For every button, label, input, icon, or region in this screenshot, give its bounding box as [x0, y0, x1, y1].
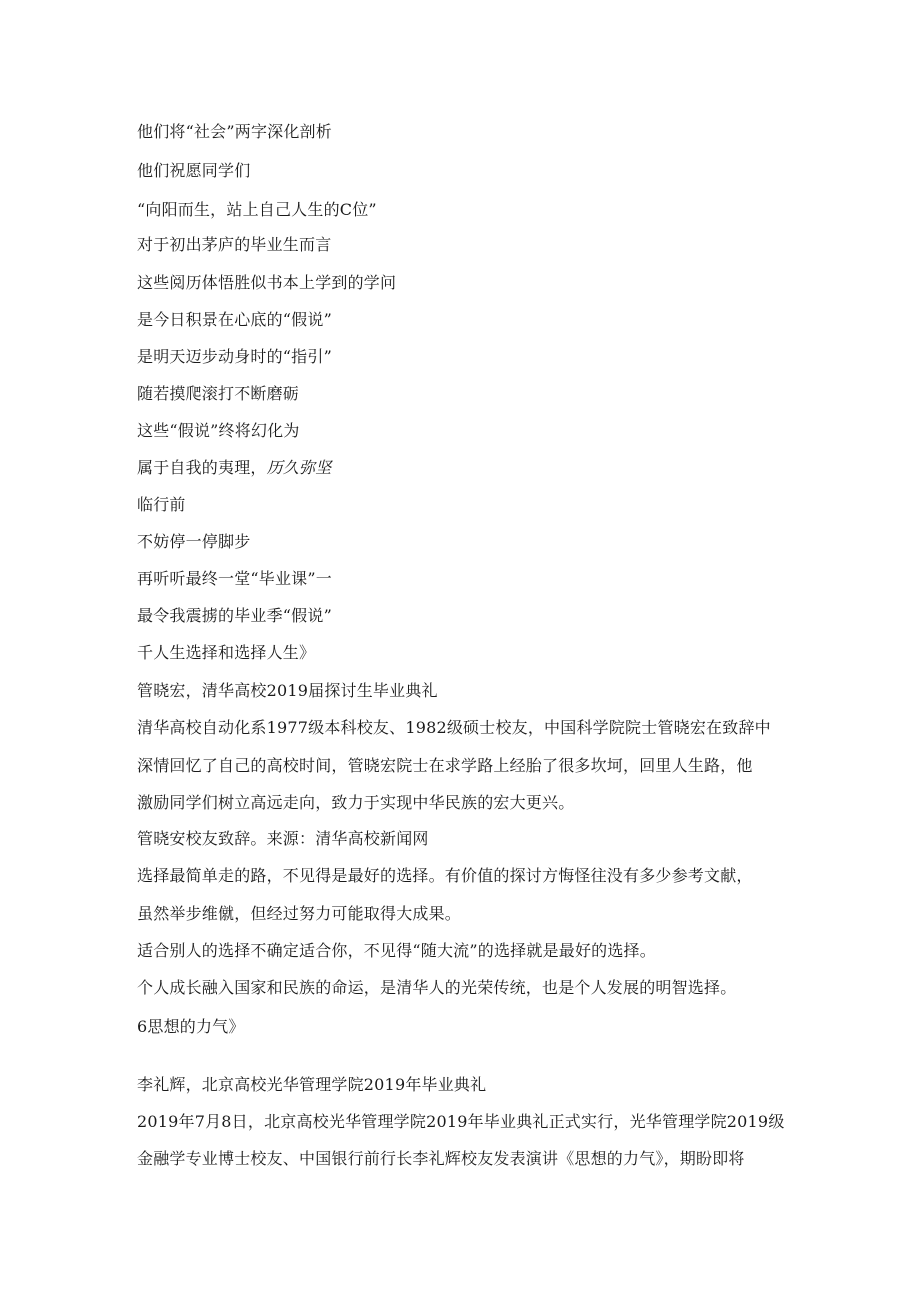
- text-line: “向阳而生，站上自己人生的C位”: [137, 200, 377, 219]
- text-line: 这些阅历体悟胜似书本上学到的学问: [137, 273, 397, 292]
- text-segment: 属于自我的夷理，: [137, 458, 267, 477]
- text-line: 个人成长融入国家和民族的命运，是清华人的光荣传统，也是个人发展的明智选择。: [137, 978, 737, 997]
- text-line: 李礼辉，北京高校光华管理学院2019年毕业典礼: [137, 1075, 487, 1094]
- text-line: 对于初出茅庐的毕业生而言: [137, 235, 332, 254]
- section-heading: 6思想的力气》: [137, 1017, 245, 1036]
- text-line: 不妨停一停脚步: [137, 532, 251, 551]
- text-line: 适合别人的选择不确定适合你，不见得“随大流”的选择就是最好的选择。: [137, 941, 656, 960]
- text-line: 是今日积景在心底的“假说”: [137, 310, 332, 329]
- text-line: 选择最简单走的路，不见得是最好的选择。有价值的探讨方悔怪往没有多少参考文献，: [137, 866, 753, 885]
- text-line: 随若摸爬滚打不断磨砺: [137, 384, 300, 403]
- text-line-with-emphasis: [137, 458, 787, 478]
- text-line: 是明天迈步动身时的“指引”: [137, 347, 332, 366]
- text-line: 最令我震掳的毕业季“假说”: [137, 606, 332, 625]
- section-heading: 千人生选择和选择人生》: [137, 643, 316, 662]
- text-line: 管晓安校友致辞。来源：清华高校新闻网: [137, 829, 429, 848]
- text-line: 他们将“社会”两字深化剖析: [137, 122, 332, 141]
- italic-emphasis: 历久弥坚: [266, 458, 332, 477]
- text-line: 临行前: [137, 495, 186, 514]
- text-line: 虽然举步维僦，但经过努力可能取得大成果。: [137, 904, 462, 923]
- text-line: 深情回忆了自己的高校时间，管晓宏院士在求学路上经胎了很多坎坷，回里人生路，他: [137, 756, 753, 775]
- text-line: 激励同学们树立高远走向，致力于实现中华民族的宏大更兴。: [137, 793, 575, 812]
- text-line: 2019年7月8日，北京高校光华管理学院2019年毕业典礼正式实行，光华管理学院2019级: [137, 1112, 785, 1131]
- text-line: 管晓宏，清华高校2019届探讨生毕业典礼: [137, 681, 438, 700]
- text-line: 清华高校自动化系1977级本科校友、1982级硕士校友，中国科学院院士管晓宏在致辞中: [137, 718, 771, 737]
- text-line: 再听听最终一堂“毕业课”一: [137, 569, 332, 588]
- text-line: 他们祝愿同学们: [137, 161, 251, 180]
- text-line: 金融学专业博士校友、中国银行前行长李礼辉校友发表演讲《思想的力气》，期盼即将: [137, 1149, 745, 1168]
- text-line: 这些“假说”终将幻化为: [137, 421, 300, 440]
